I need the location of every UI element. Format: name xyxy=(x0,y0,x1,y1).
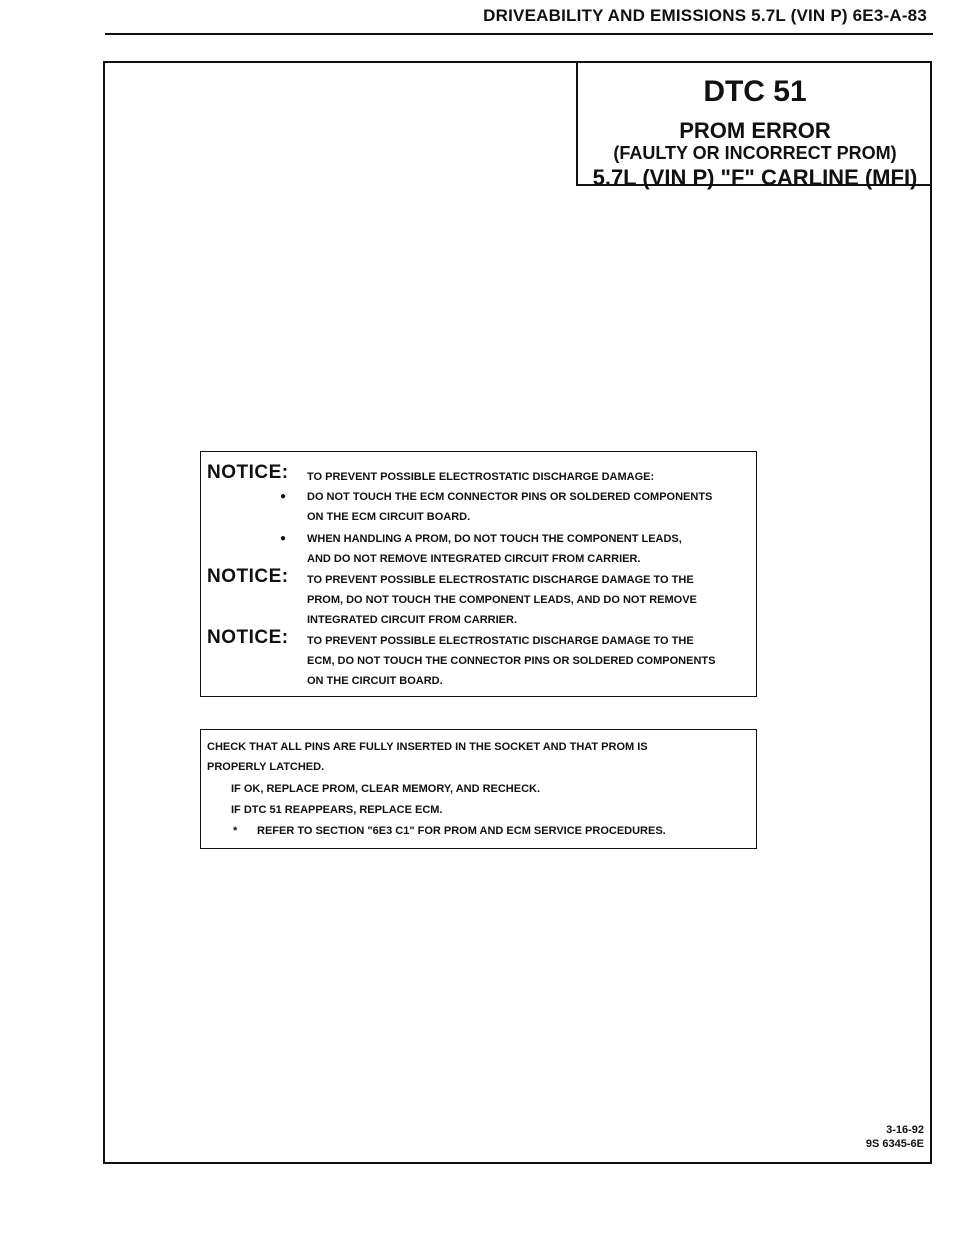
notice-3-line-3: ON THE CIRCUIT BOARD. xyxy=(307,675,443,687)
footer xyxy=(866,1123,924,1151)
notice-2-line-3: INTEGRATED CIRCUIT FROM CARRIER. xyxy=(307,614,518,626)
header-rule xyxy=(105,33,933,35)
notice-2-line-1: TO PREVENT POSSIBLE ELECTROSTATIC DISCHARGE DAMAGE TO THE xyxy=(307,574,694,586)
notice-2-line-2: PROM, DO NOT TOUCH THE COMPONENT LEADS, AND DO NOT REMOVE xyxy=(307,594,697,606)
notice-3-line-2: ECM, DO NOT TOUCH THE CONNECTOR PINS OR SOLDERED COMPONENTS xyxy=(307,655,716,667)
check-line-1: CHECK THAT ALL PINS ARE FULLY INSERTED IN THE SOCKET AND THAT PROM IS xyxy=(207,741,648,753)
notice-1-bullet-1-line-2: ON THE ECM CIRCUIT BOARD. xyxy=(307,511,471,523)
bullet-icon: ● xyxy=(280,491,287,502)
check-line-5: REFER TO SECTION "6E3 C1" FOR PROM AND ECM SERVICE PROCEDURES. xyxy=(257,825,666,837)
check-box xyxy=(200,729,757,849)
notice-1-bullet-2-line-1: WHEN HANDLING A PROM, DO NOT TOUCH THE COMPONENT LEADS, xyxy=(307,533,682,545)
dtc-code: DTC 51 xyxy=(703,75,807,108)
notice-3-line-1: TO PREVENT POSSIBLE ELECTROSTATIC DISCHARGE DAMAGE TO THE xyxy=(307,635,694,647)
notice-label-2: NOTICE: xyxy=(207,566,289,587)
notice-1-bullet-1-line-1: DO NOT TOUCH THE ECM CONNECTOR PINS OR SOLDERED COMPONENTS xyxy=(307,491,713,503)
footer-code: 9S 6345-6E xyxy=(865,1138,924,1150)
dtc-title-box xyxy=(576,61,932,190)
notice-label-3: NOTICE: xyxy=(207,627,289,648)
dtc-vehicle: 5.7L (VIN P) "F" CARLINE (MFI) xyxy=(592,165,918,190)
notice-box xyxy=(200,451,757,697)
dtc-subtitle: (FAULTY OR INCORRECT PROM) xyxy=(613,143,897,163)
notice-1-intro: TO PREVENT POSSIBLE ELECTROSTATIC DISCHARGE DAMAGE: xyxy=(307,471,655,483)
notice-1-bullet-2-line-2: AND DO NOT REMOVE INTEGRATED CIRCUIT FROM CARRIER. xyxy=(307,553,641,565)
footer-date: 3-16-92 xyxy=(886,1124,924,1136)
page-header: DRIVEABILITY AND EMISSIONS 5.7L (VIN P) 6E3-A-83 xyxy=(483,6,927,25)
check-line-3: IF OK, REPLACE PROM, CLEAR MEMORY, AND RECHECK. xyxy=(231,783,541,795)
asterisk-icon: * xyxy=(233,825,238,837)
notice-label-1: NOTICE: xyxy=(207,462,289,483)
check-line-4: IF DTC 51 REAPPEARS, REPLACE ECM. xyxy=(231,804,443,816)
check-line-2: PROPERLY LATCHED. xyxy=(207,761,325,773)
dtc-name: PROM ERROR xyxy=(679,118,831,143)
bullet-icon: ● xyxy=(280,533,287,544)
